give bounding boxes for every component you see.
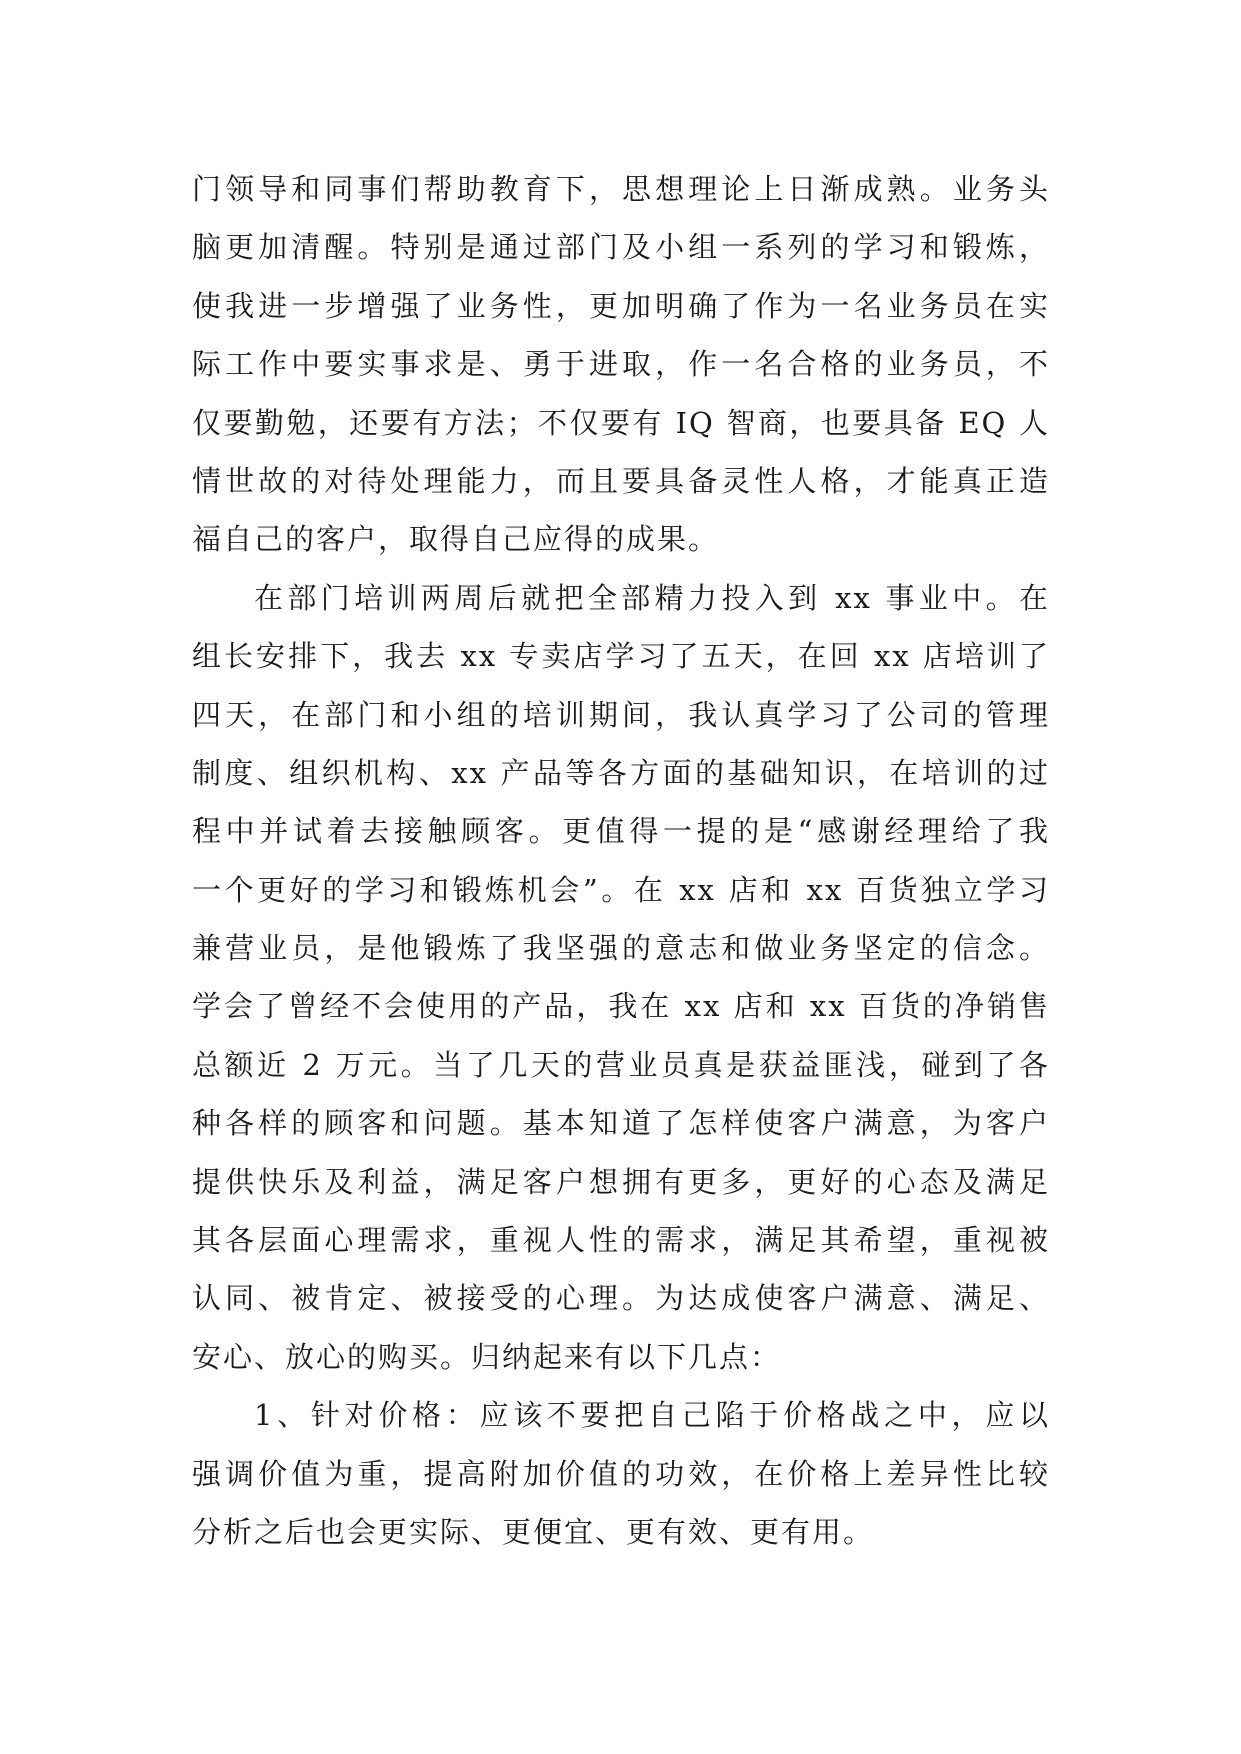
text-line: 一个更好的学习和锻炼机会”。在 xx 店和 xx 百货独立学习 — [192, 872, 1050, 907]
text-line: 兼营业员，是他锻炼了我坚强的意志和做业务坚定的信念。 — [192, 931, 1050, 966]
list-item-price: 1、针对价格：应该不要把自己陷于价格战之中，应以 — [254, 1398, 1050, 1433]
text-line: 制度、组织机构、xx 产品等各方面的基础知识，在培训的过 — [192, 755, 1050, 790]
text-line: 学会了曾经不会使用的产品，我在 xx 店和 xx 百货的净销售 — [192, 989, 1050, 1024]
text-line: 门领导和同事们帮助教育下，思想理论上日渐成熟。业务头 — [192, 172, 1050, 206]
text-line: 其各层面心理需求，重视人性的需求，满足其希望，重视被 — [192, 1223, 1050, 1258]
text-line: 总额近 2 万元。当了几天的营业员真是获益匪浅，碰到了各 — [192, 1047, 1050, 1082]
document-body — [192, 160, 1050, 1561]
paragraph-first-line: 在部门培训两周后就把全部精力投入到 xx 事业中。在 — [254, 580, 1050, 615]
text-line: 组长安排下，我去 xx 专卖店学习了五天，在回 xx 店培训了 — [192, 639, 1050, 674]
text-line: 认同、被肯定、被接受的心理。为达成使客户满意、满足、 — [192, 1281, 1050, 1316]
text-line: 分析之后也会更实际、更便宜、更有效、更有用。 — [192, 1514, 875, 1549]
text-line: 种各样的顾客和问题。基本知道了怎样使客户满意，为客户 — [192, 1106, 1050, 1141]
text-line: 仅要勤勉，还要有方法；不仅要有 IQ 智商，也要具备 EQ 人 — [192, 405, 1050, 440]
text-line: 使我进一步增强了业务性，更加明确了作为一名业务员在实 — [192, 288, 1050, 323]
text-line: 情世故的对待处理能力，而且要具备灵性人格，才能真正造 — [192, 463, 1050, 498]
text-line: 脑更加清醒。特别是通过部门及小组一系列的学习和锻炼， — [192, 230, 1050, 265]
text-line: 强调价值为重，提高附加价值的功效，在价格上差异性比较 — [192, 1456, 1050, 1491]
text-line: 安心、放心的购买。归纳起来有以下几点： — [192, 1339, 782, 1374]
text-line: 福自己的客户，取得自己应得的成果。 — [192, 522, 720, 557]
text-line: 四天，在部门和小组的培训期间，我认真学习了公司的管理 — [192, 697, 1050, 732]
text-line: 程中并试着去接触顾客。更值得一提的是“感谢经理给了我 — [192, 814, 1050, 849]
text-line: 提供快乐及利益，满足客户想拥有更多，更好的心态及满足 — [192, 1164, 1050, 1199]
text-line: 际工作中要实事求是、勇于进取，作一名合格的业务员，不 — [192, 347, 1050, 382]
